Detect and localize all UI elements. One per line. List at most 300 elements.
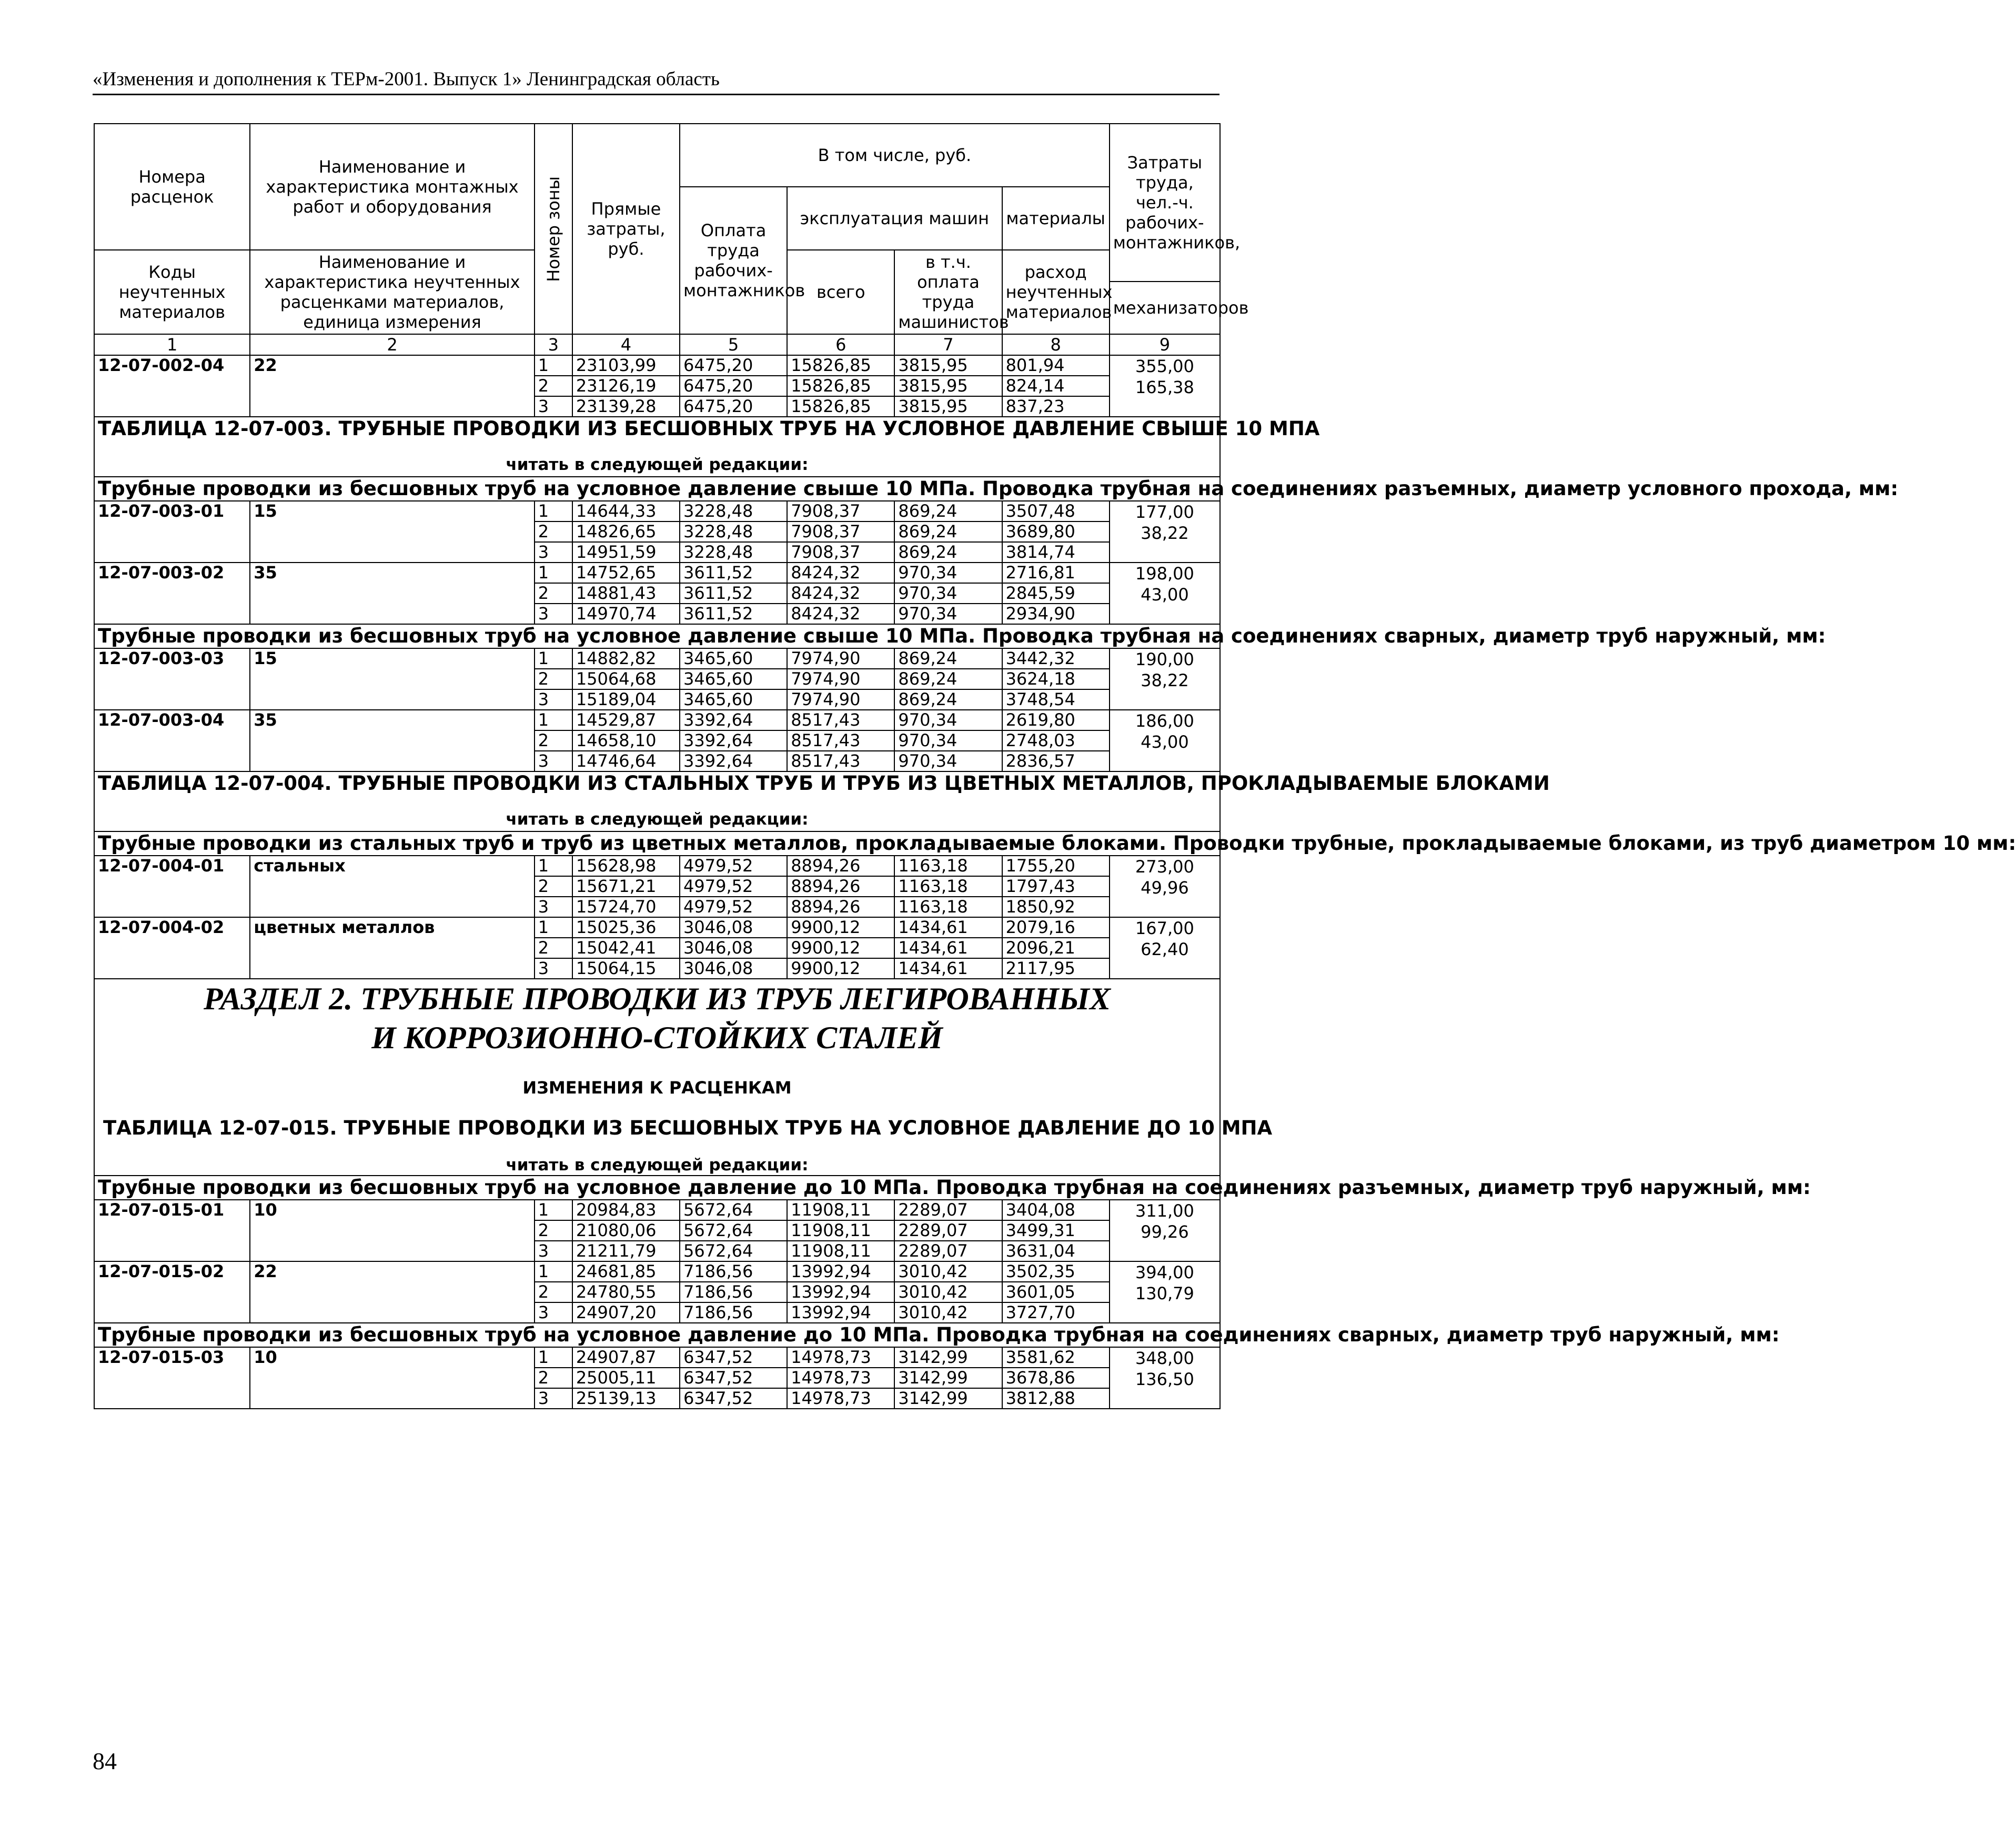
materials-cost: 3748,54 <box>1002 689 1110 710</box>
worker-wages: 3611,52 <box>680 604 787 624</box>
column-numbers-row <box>94 334 1220 355</box>
machinist-wages: 970,34 <box>894 730 1002 751</box>
machinist-wages: 970,34 <box>894 583 1002 604</box>
labor-machinists: 43,00 <box>1141 732 1189 752</box>
materials-cost: 824,14 <box>1002 376 1110 396</box>
machinist-wages: 3010,42 <box>894 1302 1002 1323</box>
machines-total: 8517,43 <box>787 730 894 751</box>
materials-cost: 3499,31 <box>1002 1220 1110 1241</box>
zone-number: 2 <box>535 583 572 604</box>
worker-wages: 4979,52 <box>680 876 787 897</box>
table-row <box>94 710 1220 730</box>
zone-number: 1 <box>535 1347 572 1368</box>
table-row <box>94 856 1220 876</box>
worker-wages: 4979,52 <box>680 856 787 876</box>
labor-costs <box>1110 501 1220 563</box>
direct-costs: 15025,36 <box>572 917 680 938</box>
direct-costs: 14644,33 <box>572 501 680 521</box>
zone-number: 1 <box>535 1261 572 1282</box>
machinist-wages: 2289,07 <box>894 1220 1002 1241</box>
rate-name: 10 <box>250 1347 534 1409</box>
rate-name: 10 <box>250 1200 534 1261</box>
materials-cost: 2096,21 <box>1002 938 1110 958</box>
machinist-wages: 3815,95 <box>894 396 1002 417</box>
materials-cost: 1755,20 <box>1002 856 1110 876</box>
zone-number: 1 <box>535 856 572 876</box>
worker-wages: 3046,08 <box>680 917 787 938</box>
machinist-wages: 2289,07 <box>894 1241 1002 1261</box>
direct-costs: 14826,65 <box>572 521 680 542</box>
labor-machinists: 38,22 <box>1141 670 1189 690</box>
materials-cost: 2845,59 <box>1002 583 1110 604</box>
section-changes: ИЗМЕНЕНИЯ К РАСЦЕНКАМ <box>522 1078 792 1098</box>
materials-cost: 2836,57 <box>1002 751 1110 771</box>
materials-cost: 837,23 <box>1002 396 1110 417</box>
table-title: ТАБЛИЦА 12-07-004. ТРУБНЫЕ ПРОВОДКИ ИЗ СТАЛЬНЫХ ТРУБ И ТРУБ ИЗ ЦВЕТНЫХ МЕТАЛЛОВ, ПРОКЛАДЫВАЕМЫЕ БЛОКАМИ <box>98 772 1550 795</box>
page-number: 84 <box>93 1748 117 1774</box>
worker-wages: 3228,48 <box>680 521 787 542</box>
labor-costs <box>1110 648 1220 710</box>
header-name: Наименование и характеристика монтажных работ и оборудования <box>250 124 534 250</box>
materials-cost: 2934,90 <box>1002 604 1110 624</box>
labor-machinists: 130,79 <box>1135 1283 1194 1303</box>
zone-number: 3 <box>535 396 572 417</box>
labor-costs <box>1110 856 1220 917</box>
rate-name: 15 <box>250 648 534 710</box>
table-row <box>94 917 1220 938</box>
zone-number: 2 <box>535 1282 572 1302</box>
rate-name: цветных металлов <box>250 917 534 979</box>
worker-wages: 5672,64 <box>680 1241 787 1261</box>
zone-number: 2 <box>535 938 572 958</box>
worker-wages: 3046,08 <box>680 938 787 958</box>
materials-cost: 2619,80 <box>1002 710 1110 730</box>
worker-wages: 7186,56 <box>680 1282 787 1302</box>
machinist-wages: 869,24 <box>894 689 1002 710</box>
section-title-line2: И КОРРОЗИОННО-СТОЙКИХ СТАЛЕЙ <box>371 1020 943 1055</box>
subheading <box>94 624 1826 648</box>
machines-total: 13992,94 <box>787 1282 894 1302</box>
materials-cost: 2716,81 <box>1002 563 1110 583</box>
read-as-note: читать в следующей редакции: <box>506 1156 809 1175</box>
labor-costs <box>1110 710 1220 771</box>
machines-total: 8424,32 <box>787 583 894 604</box>
machines-total: 8517,43 <box>787 751 894 771</box>
machinist-wages: 869,24 <box>894 542 1002 563</box>
table-row <box>94 563 1220 583</box>
zone-number: 2 <box>535 376 572 396</box>
subheading-text: Трубные проводки из бесшовных труб на условное давление свыше 10 МПа. Проводка трубная на соединениях сварных, диаметр труб наружный, мм: <box>98 625 1826 647</box>
labor-workers: 348,00 <box>1135 1348 1194 1368</box>
header-materials-bottom: расход неучтенных материалов <box>1002 250 1110 334</box>
labor-workers: 198,00 <box>1135 564 1194 584</box>
rate-name: стальных <box>250 856 534 917</box>
header-zone-label: Номер зоны <box>543 176 563 282</box>
table-row <box>94 648 1220 669</box>
zone-number: 1 <box>535 501 572 521</box>
zone-number: 3 <box>535 1302 572 1323</box>
labor-workers: 394,00 <box>1135 1262 1194 1282</box>
labor-costs <box>1110 1261 1220 1323</box>
direct-costs: 14529,87 <box>572 710 680 730</box>
machinist-wages: 970,34 <box>894 604 1002 624</box>
direct-costs: 24780,55 <box>572 1282 680 1302</box>
machines-total: 8894,26 <box>787 897 894 917</box>
rate-code: 12-07-003-01 <box>94 501 250 563</box>
zone-number: 3 <box>535 689 572 710</box>
direct-costs: 14746,64 <box>572 751 680 771</box>
header-wages: Оплата труда рабочих-монтажников <box>680 187 787 334</box>
direct-costs: 21080,06 <box>572 1220 680 1241</box>
labor-workers: 190,00 <box>1135 649 1194 669</box>
materials-cost: 3678,86 <box>1002 1368 1110 1388</box>
direct-costs: 21211,79 <box>572 1241 680 1261</box>
direct-costs: 15064,68 <box>572 669 680 689</box>
machines-total: 8424,32 <box>787 604 894 624</box>
subheading-text: Трубные проводки из бесшовных труб на условное давление до 10 МПа. Проводка трубная на соединениях сварных, диаметр труб наружный, мм: <box>98 1323 1780 1346</box>
zone-number: 1 <box>535 710 572 730</box>
materials-cost: 3727,70 <box>1002 1302 1110 1323</box>
subheading <box>94 1323 1780 1347</box>
materials-cost: 801,94 <box>1002 355 1110 376</box>
section-heading <box>94 979 1273 1176</box>
direct-costs: 15724,70 <box>572 897 680 917</box>
zone-number: 3 <box>535 958 572 979</box>
machines-total: 15826,85 <box>787 396 894 417</box>
subheading <box>94 831 2016 856</box>
read-as-note: читать в следующей редакции: <box>506 455 809 474</box>
subheading-text: Трубные проводки из стальных труб и труб из цветных металлов, прокладываемые блоками. Проводки трубные, прокладываемые блоками, из труб диаметром 10 мм: <box>98 832 2016 855</box>
subheading-row <box>94 1323 1220 1347</box>
worker-wages: 3392,64 <box>680 710 787 730</box>
worker-wages: 6347,52 <box>680 1368 787 1388</box>
zone-number: 3 <box>535 1241 572 1261</box>
machines-total: 15826,85 <box>787 355 894 376</box>
machinist-wages: 869,24 <box>894 669 1002 689</box>
labor-costs <box>1110 355 1220 417</box>
materials-cost: 3631,04 <box>1002 1241 1110 1261</box>
machinist-wages: 3815,95 <box>894 376 1002 396</box>
machinist-wages: 2289,07 <box>894 1200 1002 1220</box>
zone-number: 3 <box>535 604 572 624</box>
column-number: 9 <box>1110 334 1220 355</box>
zone-number: 2 <box>535 1368 572 1388</box>
direct-costs: 15628,98 <box>572 856 680 876</box>
materials-cost: 1797,43 <box>1002 876 1110 897</box>
column-number: 5 <box>680 334 787 355</box>
machines-total: 8424,32 <box>787 563 894 583</box>
machinist-wages: 3010,42 <box>894 1261 1002 1282</box>
worker-wages: 3046,08 <box>680 958 787 979</box>
table-row <box>94 501 1220 521</box>
worker-wages: 6347,52 <box>680 1388 787 1409</box>
materials-cost: 3812,88 <box>1002 1388 1110 1409</box>
direct-costs: 14951,59 <box>572 542 680 563</box>
machinist-wages: 3815,95 <box>894 355 1002 376</box>
labor-machinists: 43,00 <box>1141 585 1189 605</box>
worker-wages: 3392,64 <box>680 751 787 771</box>
zone-number: 2 <box>535 521 572 542</box>
direct-costs: 15042,41 <box>572 938 680 958</box>
machines-total: 7974,90 <box>787 669 894 689</box>
header-labor-bottom: механизаторов <box>1110 282 1220 334</box>
rates-table <box>94 123 2016 1409</box>
worker-wages: 3465,60 <box>680 648 787 669</box>
column-number: 4 <box>572 334 680 355</box>
machines-total: 8894,26 <box>787 876 894 897</box>
header-materials: материалы <box>1002 187 1110 250</box>
worker-wages: 3465,60 <box>680 689 787 710</box>
direct-costs: 23139,28 <box>572 396 680 417</box>
table-title: ТАБЛИЦА 12-07-003. ТРУБНЫЕ ПРОВОДКИ ИЗ БЕСШОВНЫХ ТРУБ НА УСЛОВНОЕ ДАВЛЕНИЕ СВЫШЕ 10 МПА <box>98 417 1320 440</box>
machinist-wages: 3142,99 <box>894 1388 1002 1409</box>
direct-costs: 24907,87 <box>572 1347 680 1368</box>
machinist-wages: 970,34 <box>894 710 1002 730</box>
direct-costs: 15189,04 <box>572 689 680 710</box>
rate-code: 12-07-004-01 <box>94 856 250 917</box>
direct-costs: 23126,19 <box>572 376 680 396</box>
worker-wages: 7186,56 <box>680 1261 787 1282</box>
zone-number: 2 <box>535 876 572 897</box>
table-heading-row <box>94 771 1220 831</box>
subheading-row <box>94 831 1220 856</box>
labor-costs <box>1110 563 1220 624</box>
labor-costs <box>1110 1200 1220 1261</box>
subheading-text: Трубные проводки из бесшовных труб на условное давление свыше 10 МПа. Проводка трубная на соединениях разъемных, диаметр условного прохода, мм: <box>98 477 1899 500</box>
header-zone <box>535 124 572 334</box>
machines-total: 15826,85 <box>787 376 894 396</box>
labor-workers: 311,00 <box>1135 1201 1194 1221</box>
worker-wages: 6475,20 <box>680 396 787 417</box>
machines-total: 7974,90 <box>787 689 894 710</box>
header-codes: Номера расценок <box>94 124 250 250</box>
column-number: 8 <box>1002 334 1110 355</box>
materials-cost: 2117,95 <box>1002 958 1110 979</box>
header-name-bottom: Наименование и характеристика неучтенных расценками материалов, единица измерения <box>250 250 534 334</box>
page-header: «Изменения и дополнения к ТЕРм-2001. Выпуск 1» Ленинградская область <box>93 67 1219 95</box>
direct-costs: 23103,99 <box>572 355 680 376</box>
rate-name: 22 <box>250 1261 534 1323</box>
labor-machinists: 136,50 <box>1135 1369 1194 1389</box>
machinist-wages: 869,24 <box>894 501 1002 521</box>
labor-machinists: 165,38 <box>1135 377 1194 397</box>
worker-wages: 4979,52 <box>680 897 787 917</box>
labor-workers: 167,00 <box>1135 918 1194 938</box>
worker-wages: 3392,64 <box>680 730 787 751</box>
direct-costs: 14882,82 <box>572 648 680 669</box>
section-title-line1: РАЗДЕЛ 2. ТРУБНЫЕ ПРОВОДКИ ИЗ ТРУБ ЛЕГИРОВАННЫХ <box>204 981 1111 1016</box>
materials-cost: 2079,16 <box>1002 917 1110 938</box>
labor-workers: 186,00 <box>1135 711 1194 731</box>
direct-costs: 15671,21 <box>572 876 680 897</box>
materials-cost: 3581,62 <box>1002 1347 1110 1368</box>
materials-cost: 2748,03 <box>1002 730 1110 751</box>
header-machines-total: всего <box>787 250 894 334</box>
rate-name: 35 <box>250 563 534 624</box>
labor-machinists: 99,26 <box>1141 1222 1189 1242</box>
direct-costs: 15064,15 <box>572 958 680 979</box>
materials-cost: 3601,05 <box>1002 1282 1110 1302</box>
worker-wages: 3228,48 <box>680 501 787 521</box>
machines-total: 11908,11 <box>787 1200 894 1220</box>
zone-number: 2 <box>535 730 572 751</box>
direct-costs: 25005,11 <box>572 1368 680 1388</box>
labor-workers: 177,00 <box>1135 502 1194 522</box>
worker-wages: 5672,64 <box>680 1220 787 1241</box>
column-number: 2 <box>250 334 534 355</box>
machinist-wages: 1434,61 <box>894 917 1002 938</box>
materials-cost: 3507,48 <box>1002 501 1110 521</box>
rate-code: 12-07-015-02 <box>94 1261 250 1323</box>
machines-total: 7974,90 <box>787 648 894 669</box>
rate-name: 35 <box>250 710 534 771</box>
worker-wages: 6347,52 <box>680 1347 787 1368</box>
rate-name: 22 <box>250 355 534 417</box>
machinist-wages: 1434,61 <box>894 938 1002 958</box>
materials-cost: 3689,80 <box>1002 521 1110 542</box>
direct-costs: 20984,83 <box>572 1200 680 1220</box>
worker-wages: 7186,56 <box>680 1302 787 1323</box>
direct-costs: 14970,74 <box>572 604 680 624</box>
machinist-wages: 1163,18 <box>894 897 1002 917</box>
header-direct: Прямые затраты, руб. <box>572 124 680 334</box>
machinist-wages: 3142,99 <box>894 1368 1002 1388</box>
labor-machinists: 49,96 <box>1141 878 1189 898</box>
machinist-wages: 869,24 <box>894 648 1002 669</box>
table-row <box>94 1261 1220 1282</box>
rate-code: 12-07-002-04 <box>94 355 250 417</box>
machines-total: 7908,37 <box>787 521 894 542</box>
zone-number: 1 <box>535 917 572 938</box>
labor-costs <box>1110 1347 1220 1409</box>
machines-total: 8894,26 <box>787 856 894 876</box>
materials-cost: 3442,32 <box>1002 648 1110 669</box>
machines-total: 13992,94 <box>787 1261 894 1282</box>
machines-total: 8517,43 <box>787 710 894 730</box>
column-number: 1 <box>94 334 250 355</box>
subheading-row <box>94 624 1220 648</box>
section-table-title: ТАБЛИЦА 12-07-015. ТРУБНЫЕ ПРОВОДКИ ИЗ БЕСШОВНЫХ ТРУБ НА УСЛОВНОЕ ДАВЛЕНИЕ ДО 10 МПА <box>103 1117 1273 1139</box>
machinist-wages: 869,24 <box>894 521 1002 542</box>
zone-number: 1 <box>535 648 572 669</box>
subheading <box>94 477 1899 501</box>
table-row <box>94 1200 1220 1220</box>
direct-costs: 14658,10 <box>572 730 680 751</box>
machines-total: 13992,94 <box>787 1302 894 1323</box>
worker-wages: 3611,52 <box>680 583 787 604</box>
subheading-row <box>94 1176 1220 1200</box>
machines-total: 11908,11 <box>787 1220 894 1241</box>
machines-total: 14978,73 <box>787 1388 894 1409</box>
zone-number: 2 <box>535 1220 572 1241</box>
labor-workers: 273,00 <box>1135 857 1194 877</box>
machines-total: 7908,37 <box>787 501 894 521</box>
zone-number: 1 <box>535 563 572 583</box>
direct-costs: 24681,85 <box>572 1261 680 1282</box>
labor-costs <box>1110 917 1220 979</box>
worker-wages: 3228,48 <box>680 542 787 563</box>
zone-number: 1 <box>535 1200 572 1220</box>
header-machines-wages: в т.ч. оплата труда машинистов <box>894 250 1002 334</box>
rate-name: 15 <box>250 501 534 563</box>
materials-cost: 3814,74 <box>1002 542 1110 563</box>
rate-code: 12-07-003-04 <box>94 710 250 771</box>
zone-number: 3 <box>535 542 572 563</box>
subheading <box>94 1176 1811 1200</box>
rate-code: 12-07-003-02 <box>94 563 250 624</box>
table-row <box>94 355 1220 376</box>
direct-costs: 14881,43 <box>572 583 680 604</box>
header-machines: эксплуатация машин <box>787 187 1002 250</box>
zone-number: 3 <box>535 751 572 771</box>
worker-wages: 3465,60 <box>680 669 787 689</box>
materials-cost: 1850,92 <box>1002 897 1110 917</box>
header-labor: Затраты труда, чел.-ч. рабочих-монтажников, <box>1110 124 1220 282</box>
machines-total: 9900,12 <box>787 938 894 958</box>
worker-wages: 3611,52 <box>680 563 787 583</box>
rate-code: 12-07-015-01 <box>94 1200 250 1261</box>
machinist-wages: 1163,18 <box>894 876 1002 897</box>
worker-wages: 6475,20 <box>680 355 787 376</box>
machinist-wages: 1163,18 <box>894 856 1002 876</box>
machines-total: 11908,11 <box>787 1241 894 1261</box>
table-row <box>94 1347 1220 1368</box>
machines-total: 7908,37 <box>787 542 894 563</box>
materials-cost: 3404,08 <box>1002 1200 1110 1220</box>
table-heading-row <box>94 417 1220 477</box>
header-including: В том числе, руб. <box>680 124 1110 187</box>
rate-code: 12-07-004-02 <box>94 917 250 979</box>
materials-cost: 3502,35 <box>1002 1261 1110 1282</box>
machines-total: 9900,12 <box>787 958 894 979</box>
machines-total: 14978,73 <box>787 1368 894 1388</box>
read-as-note: читать в следующей редакции: <box>506 810 809 829</box>
zone-number: 2 <box>535 669 572 689</box>
column-number: 7 <box>894 334 1002 355</box>
table-heading <box>94 417 1320 477</box>
machines-total: 14978,73 <box>787 1347 894 1368</box>
direct-costs: 14752,65 <box>572 563 680 583</box>
direct-costs: 24907,20 <box>572 1302 680 1323</box>
header-codes-bottom: Коды неучтенных материалов <box>94 250 250 334</box>
section-row <box>94 979 1220 1176</box>
worker-wages: 5672,64 <box>680 1200 787 1220</box>
column-number: 6 <box>787 334 894 355</box>
table-body <box>94 355 2016 1409</box>
column-number: 3 <box>535 334 572 355</box>
materials-cost: 3624,18 <box>1002 669 1110 689</box>
worker-wages: 6475,20 <box>680 376 787 396</box>
machines-total: 9900,12 <box>787 917 894 938</box>
machinist-wages: 3142,99 <box>894 1347 1002 1368</box>
machinist-wages: 970,34 <box>894 751 1002 771</box>
labor-machinists: 38,22 <box>1141 523 1189 543</box>
direct-costs: 25139,13 <box>572 1388 680 1409</box>
labor-workers: 355,00 <box>1135 356 1194 376</box>
labor-machinists: 62,40 <box>1141 939 1189 959</box>
subheading-text: Трубные проводки из бесшовных труб на условное давление до 10 МПа. Проводка трубная на соединениях разъемных, диаметр труб наружный, мм: <box>98 1176 1811 1199</box>
machinist-wages: 1434,61 <box>894 958 1002 979</box>
machinist-wages: 3010,42 <box>894 1282 1002 1302</box>
subheading-row <box>94 477 1220 501</box>
table-heading <box>94 771 1550 831</box>
rate-code: 12-07-015-03 <box>94 1347 250 1409</box>
rate-code: 12-07-003-03 <box>94 648 250 710</box>
zone-number: 3 <box>535 1388 572 1409</box>
zone-number: 3 <box>535 897 572 917</box>
machinist-wages: 970,34 <box>894 563 1002 583</box>
zone-number: 1 <box>535 355 572 376</box>
